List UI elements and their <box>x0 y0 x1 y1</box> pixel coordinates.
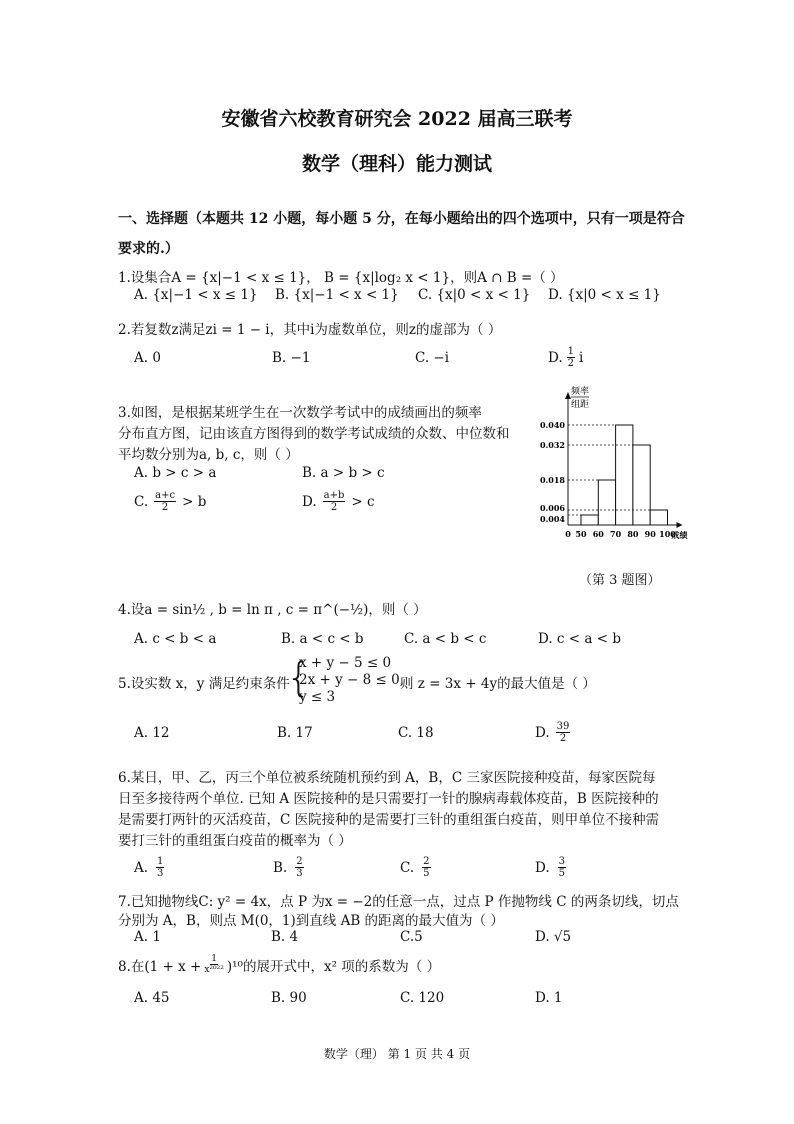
question-3-option-d <box>302 490 375 513</box>
question-5-suffix: 则 z = 3x + 4y的最大值是（ ） <box>400 676 596 692</box>
histogram-bar <box>650 510 667 525</box>
exam-title: 安徽省六校教育研究会 2022 届高三联考 <box>221 108 573 130</box>
question-7-option-a: A. 1 <box>134 929 161 945</box>
fraction <box>567 346 575 369</box>
option-d-label: D. <box>302 493 317 510</box>
y-tick-label: 0.004 <box>539 514 565 524</box>
question-3-option-a: A. b > c > a <box>134 465 217 481</box>
y-tick-label: 0.032 <box>539 440 565 450</box>
option-d-label: D. <box>535 859 550 876</box>
fraction-numerator: 3 <box>558 856 566 867</box>
option-c-suffix: > b <box>182 493 207 510</box>
option-d-suffix: > c <box>351 493 375 510</box>
fraction-denominator: 5 <box>558 868 566 879</box>
fraction <box>558 856 566 879</box>
fraction-numerator: 1 <box>211 954 217 964</box>
x-tick-label: 90 <box>644 529 656 539</box>
question-3-line2: 分布直方图，记由该直方图得到的数学考试成绩的众数、中位数和 <box>118 426 510 442</box>
fraction-denominator: 3 <box>157 868 164 879</box>
question-6-option-d <box>535 856 566 879</box>
question-1-option-d: D. {x|0 < x ≤ 1} <box>548 287 661 303</box>
question-2-option-d <box>548 346 583 369</box>
question-4-option-d: D. c < a < b <box>538 631 621 647</box>
page-footer: 数学（理） 第 1 页 共 4 页 <box>323 1047 471 1061</box>
question-6-option-c <box>400 856 431 879</box>
question-8-option-a: A. 45 <box>134 990 170 1006</box>
question-3-option-b: B. a > b > c <box>302 465 385 481</box>
y-tick-label: 0.006 <box>539 503 565 513</box>
x-tick-label: 100 <box>659 529 676 539</box>
question-7-line2: 分别为 A，B，则点 M(0，1)到直线 AB 的距离的最大值为（ ） <box>118 913 504 929</box>
question-7-line1: 7.已知抛物线C: y² = 4x，点 P 为x = −2的任意一点，过点 P 作抛物线 C 的两条切线，切点 <box>118 894 679 910</box>
question-5-condition-1: x + y − 5 ≤ 0 <box>299 655 392 671</box>
question-5-prefix: 5.设实数 x，y 满足约束条件 <box>118 676 290 692</box>
question-5-option-d <box>535 721 570 744</box>
exam-subtitle: 数学（理科）能力测试 <box>301 153 492 175</box>
question-1-option-c: C. {x|0 < x < 1} <box>418 287 531 303</box>
option-d-label: D. <box>535 724 550 741</box>
fraction <box>204 954 224 975</box>
y-tick-label: 0.018 <box>539 475 565 485</box>
fraction-denominator: 3 <box>296 868 303 879</box>
x-tick-label: 70 <box>610 529 622 539</box>
fraction-denominator: 2 <box>567 358 575 369</box>
question-5-condition-2: 2x + y − 8 ≤ 0, <box>299 672 404 688</box>
question-7-option-d: D. √5 <box>535 929 572 945</box>
x-tick-label: 0 <box>565 529 571 539</box>
question-5-option-c: C. 18 <box>398 725 434 741</box>
question-6-line2: 日至多接待两个单位. 已知 A 医院接种的是只需要打一针的腺病毒载体疫苗，B 医院接种的 <box>118 791 659 807</box>
question-4-option-c: C. a < b < c <box>404 631 487 647</box>
question-7-option-c: C.5 <box>400 929 423 945</box>
question-6-line1: 6.某日，甲、乙，丙三个单位被系统随机预约到 A，B，C 三家医院接种疫苗，每家医院每 <box>118 770 656 786</box>
fraction <box>154 490 176 513</box>
question-4-option-a: A. c < b < a <box>134 631 217 647</box>
question-3-option-c <box>134 490 206 513</box>
histogram-bar <box>598 480 615 525</box>
question-5-option-a: A. 12 <box>134 725 170 741</box>
question-1-option-a: A. {x|−1 < x ≤ 1} <box>134 287 258 303</box>
fraction <box>156 856 164 879</box>
question-8-stem <box>118 954 440 975</box>
x-tick-label: 60 <box>592 529 604 539</box>
frequency-histogram <box>530 380 710 550</box>
question-2-stem: 2.若复数z满足zi = 1 − i，其中i为虚数单位，则z的虚部为（ ） <box>118 322 502 338</box>
section-header-line1: 一、选择题（本题共 12 小题，每小题 5 分，在每小题给出的四个选项中，只有一项是符合 <box>118 211 685 227</box>
question-8-option-c: C. 120 <box>400 990 445 1006</box>
question-6-option-a <box>134 856 164 879</box>
question-8-option-d: D. 1 <box>535 990 563 1006</box>
fraction <box>556 721 571 744</box>
fraction-numerator: 2 <box>423 856 430 867</box>
x-tick-label: 50 <box>575 529 587 539</box>
histogram-bar <box>581 515 598 525</box>
question-2-option-c: C. −i <box>415 350 450 366</box>
question-6-option-b <box>273 856 304 879</box>
x-axis-arrow <box>677 522 683 528</box>
fraction-denominator: 2 <box>330 502 338 513</box>
fraction-denominator: x²⁰²² <box>204 965 224 975</box>
x-axis-label: 成绩 <box>671 530 688 540</box>
fraction-denominator: 2 <box>161 502 169 513</box>
question-1-option-b: B. {x|−1 < x < 1} <box>275 287 399 303</box>
question-8-option-b: B. 90 <box>271 990 307 1006</box>
section-header-line2: 要求的.） <box>118 241 179 257</box>
y-tick-label: 0.040 <box>539 420 565 430</box>
fraction <box>295 856 303 879</box>
figure-caption: （第 3 题图） <box>579 573 661 588</box>
option-a-label: A. <box>134 859 149 876</box>
fraction-denominator: 2 <box>559 733 567 744</box>
fraction <box>323 490 346 513</box>
fraction <box>422 856 430 879</box>
stem-suffix: )¹⁰的展开式中，x² 项的系数为（ ） <box>226 958 441 975</box>
stem-prefix: 8.在(1 + x + <box>118 958 202 975</box>
fraction-numerator: 1 <box>157 856 164 867</box>
question-2-option-b: B. −1 <box>272 350 311 366</box>
fraction-denominator: 5 <box>423 868 430 879</box>
x-tick-label: 80 <box>627 529 639 539</box>
fraction-numerator: 39 <box>556 721 570 732</box>
fraction-numerator: a+c <box>155 490 176 501</box>
brace-symbol: { <box>286 655 312 701</box>
question-3-line3: 平均数分别为a, b, c，则（ ） <box>118 447 299 463</box>
question-7-option-b: B. 4 <box>271 929 299 945</box>
question-1-stem: 1.设集合A = {x|−1 < x ≤ 1}， B = {x|log₂ x < 1}，则A ∩ B =（ ） <box>118 270 564 286</box>
question-2-option-a: A. 0 <box>134 350 161 366</box>
fraction-numerator: 2 <box>296 856 303 867</box>
option-d-suffix: i <box>579 349 584 366</box>
question-4-stem: 4.设a = sin½ , b = ln π , c = π^(−½)，则（ ） <box>118 602 427 618</box>
option-c-label: C. <box>400 859 415 876</box>
option-b-label: B. <box>273 859 288 876</box>
option-c-label: C. <box>134 493 149 510</box>
question-5-option-b: B. 17 <box>277 725 313 741</box>
fraction-numerator: 1 <box>567 346 575 357</box>
question-6-line3: 是需要打两针的灭活疫苗，C 医院接种的是需要打三针的重组蛋白疫苗，则甲单位不接种需 <box>118 812 660 828</box>
question-3-line1: 3.如图，是根据某班学生在一次数学考试中的成绩画出的频率 <box>118 405 482 421</box>
question-4-option-b: B. a < c < b <box>281 631 364 647</box>
fraction-numerator: a+b <box>323 490 345 501</box>
histogram-bar <box>633 445 650 525</box>
y-axis-label-bottom: 组距 <box>570 400 590 410</box>
y-axis-label-top: 频率 <box>570 387 590 397</box>
option-d-label: D. <box>548 349 563 366</box>
question-5-condition-3: y ≤ 3 <box>299 689 336 705</box>
question-6-line4: 要打三针的重组蛋白疫苗的概率为（ ） <box>118 833 352 849</box>
